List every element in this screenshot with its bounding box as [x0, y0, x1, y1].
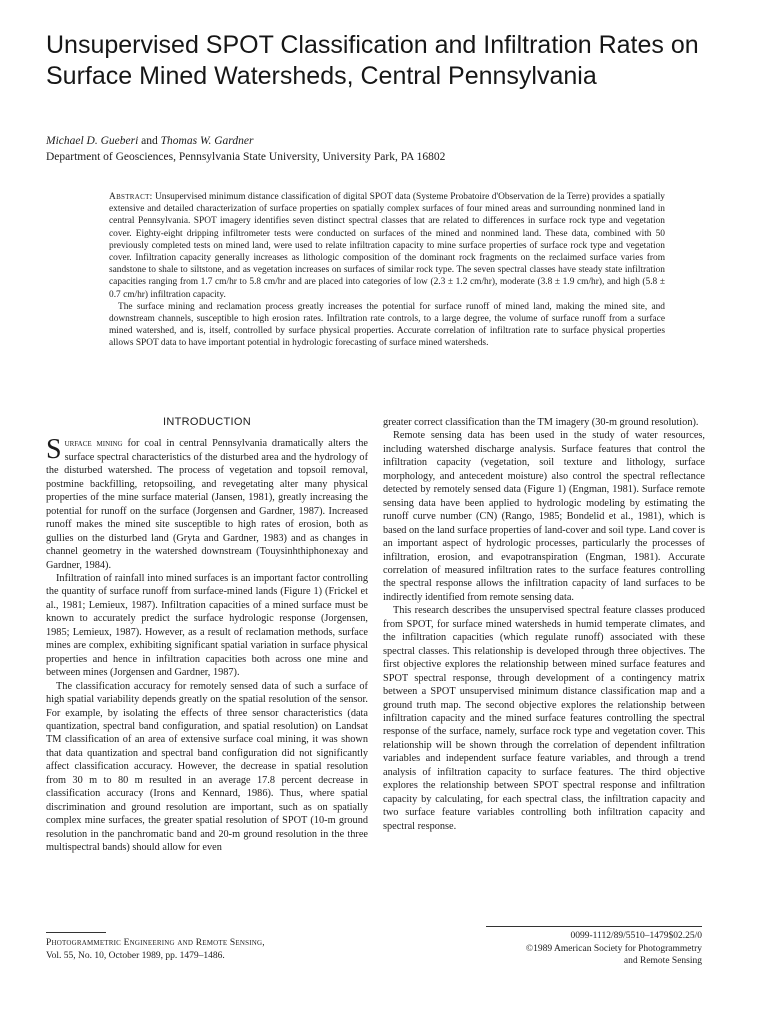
- journal-citation: [46, 937, 346, 962]
- abstract-paragraph: [109, 191, 665, 301]
- abstract-paragraph: The surface mining and reclamation process greatly increases the potential for surface runoff of mined land, making the mined site, and downstream channels, susceptible to high erosion rates. Infiltration rate controls, to a large degree, the volume of surface runoff from a surface mined watershed, and is, itself, controlled by surface physical properties. Accurate correlation of infiltration rate to surface physical properties allows SPOT data to have important potential in hydrologic forecasting of surface mined watersheds.: [109, 301, 665, 349]
- paper-title: Unsupervised SPOT Classification and Infiltration Rates on Surface Mined Watersheds, Central Pennsylvania: [46, 31, 699, 90]
- body-paragraph: [46, 434, 368, 572]
- journal-volume: Vol. 55, No. 10, October 1989, pp. 1479–1486.: [46, 950, 225, 961]
- author-line: [46, 134, 736, 149]
- author-name: Michael D. Gueberi: [46, 135, 139, 147]
- author-name: Thomas W. Gardner: [160, 135, 254, 147]
- right-column: [383, 416, 705, 833]
- copyright-line: ©1989 American Society for Photogrammetry: [525, 943, 702, 954]
- abstract-label: Abstract:: [109, 192, 153, 202]
- body-paragraph: Infiltration of rainfall into mined surfaces is an important factor controlling the quantity of surface runoff from surface-mined lands (Figure 1) (Frickel et al., 1981; Lemieux, 1987). Infiltration capacities of a mined surface must be known to accurately predict the surface hydrologic response (Jorgensen, 1985; Lemieux, 1987). However, as a result of reclamation methods, surface mines are complex, exhibiting significant spatial variation in surface physical properties and hence in infiltration capacities both across one mine and between mines (Jorgensen and Gardner, 1987).: [46, 572, 368, 679]
- abstract-text: Unsupervised minimum distance classification of digital SPOT data (Systeme Probatoire d'Observation de la Terre) provides a spatially extensive and detailed characterization of surface properties on spatially complex surfaces of four mined areas and surrounding nonmined land in central Pennsylvania. SPOT imagery identifies seven distinct spectral classes that are related to differences in surface rock type and vegetation cover. Eighty-eight dripping infiltrometer tests were conducted on surfaces of the mined and nonmined land. These data, combined with 50 previously completed tests on mined land, were used to relate infiltration capacity to mine surface properties of surface rock type and vegetation cover. Infiltration capacity generally increases as lithologic composition of the dominant rock fragments on the reclaimed surface varies from sandstone to shale to siltstone, and as vegetation increases on surfaces of similar rock type. The seven spectral classes have steady state infiltration capacities ranging from 1.7 cm/hr to 5.8 cm/hr and are placed into categories of low (2.3 ± 1.2 cm/hr), moderate (3.8 ± 1.9 cm/hr), and high (5.8 ± 0.7 cm/hr) infiltration capacity.: [109, 192, 665, 300]
- journal-name: Photogrammetric Engineering and Remote Sensing,: [46, 938, 265, 948]
- left-column: [46, 416, 368, 855]
- section-heading-introduction: INTRODUCTION: [163, 416, 251, 428]
- copyright-block: [480, 930, 702, 968]
- affiliation: Department of Geosciences, Pennsylvania State University, University Park, PA 16802: [46, 151, 446, 163]
- body-paragraph: Remote sensing data has been used in the study of water resources, including watershed discharge analysis. Surface features that control the infiltration capacity (vegetation, soil texture and lithology, surface morphology, and antecedent moisture) also control the spectral reflectance detected by remotely sensed data (Figure 1) (Engman, 1981). Surface remote sensing data have been applied to hydrologic modeling by estimating the runoff curve number (CN) (Rango, 1985; Bondelid et al., 1981), which is based on the land surface properties of land-cover and soil type. Land cover is an important aspect of hydrologic processes, particularly the processes of infiltration, erosion, and evapotranspiration (Engman, 1981). Accurate correlation of measured infiltration rates to the surface features controlling the spectral response allows the infiltration capacity of land surfaces to be indirectly identified from remote sensing data.: [383, 430, 705, 603]
- body-paragraph: greater correct classification than the TM imagery (30-m ground resolution).: [383, 417, 699, 428]
- author-conjunction: and: [138, 135, 161, 147]
- footer-divider: [486, 926, 702, 927]
- footer-divider: [46, 932, 106, 933]
- abstract: [109, 191, 665, 350]
- copyright-line: and Remote Sensing: [623, 956, 702, 966]
- body-paragraph: This research describes the unsupervised spectral feature classes produced from SPOT, for surface mined watersheds in humid temperate climates, and the infiltration capacities (which regulate runoff) associated with these spectral classes. This relationship is developed through three objectives. The first objective explores the relationship between mined surface features and SPOT spectral response, through development of a contingency matrix between a SPOT unsupervised minimum distance classification map and a ground truth map. The second objective explores the relationship between infiltration capacity and the mined surface features controlling the spectral response of the surface, namely, surface rock type and vegetation cover. This relationship will be shown through the correlation of dependent infiltration variables and independent surface feature variables, and through a trend analysis of infiltration capacity to surface features. The third objective explores the relationship between SPOT spectral response and infiltration capacity by calculating, for each spectral class, the infiltration capacity and two surface feature variables controlling both infiltration capacity and spectral response.: [383, 605, 705, 832]
- lead-smallcaps: urface mining: [64, 438, 123, 450]
- drop-cap: S: [46, 434, 62, 466]
- article-code: 0099-1112/89/5510–1479$02.25/0: [570, 931, 702, 941]
- body-paragraph: The classification accuracy for remotely sensed data of such a surface of high spatial variability depends greatly on the spatial resolution of the sensor. For example, by isolating the effects of three sensor characteristics (data quantization, spectral band configuration, and spatial resolution) on Landsat TM classification of an area of extensive surface coal mining, it was shown that data quantization and spectral band configuration did not significantly affect classification accuracy. However, the decrease in spatial resolution from 30 m to 80 m resulted in an average 17.8 percent decrease in classification accuracy (Irons and Kennard, 1986). Thus, where spatial discrimination and ground resolution are important, such as on spatially complex mine surfaces, the greater spatial resolution of SPOT (10-m ground resolution in the panchromatic band and 20-m ground resolution in the three multispectral bands) should allow for even: [46, 680, 368, 854]
- paragraph-text: for coal in central Pennsylvania dramatically alters the surface spectral characteristics of the disturbed area and the hydrology of the disturbed watershed. The process of vegetation and topsoil removal, postmine backfilling, retopsoiling, and revegetating alter many physical properties of the mine surface material (Jansen, 1981), greatly increasing the potential for runoff on the surface (Jorgensen and Gardner, 1987). Increased runoff makes the mined site susceptible to high rates of erosion, both as gullies on the disturbed land (Gryta and Gardner, 1983) and as changes in channel geometry in the watershed downstream (Touysinhthiphonexay and Gardner, 1984).: [46, 438, 368, 571]
